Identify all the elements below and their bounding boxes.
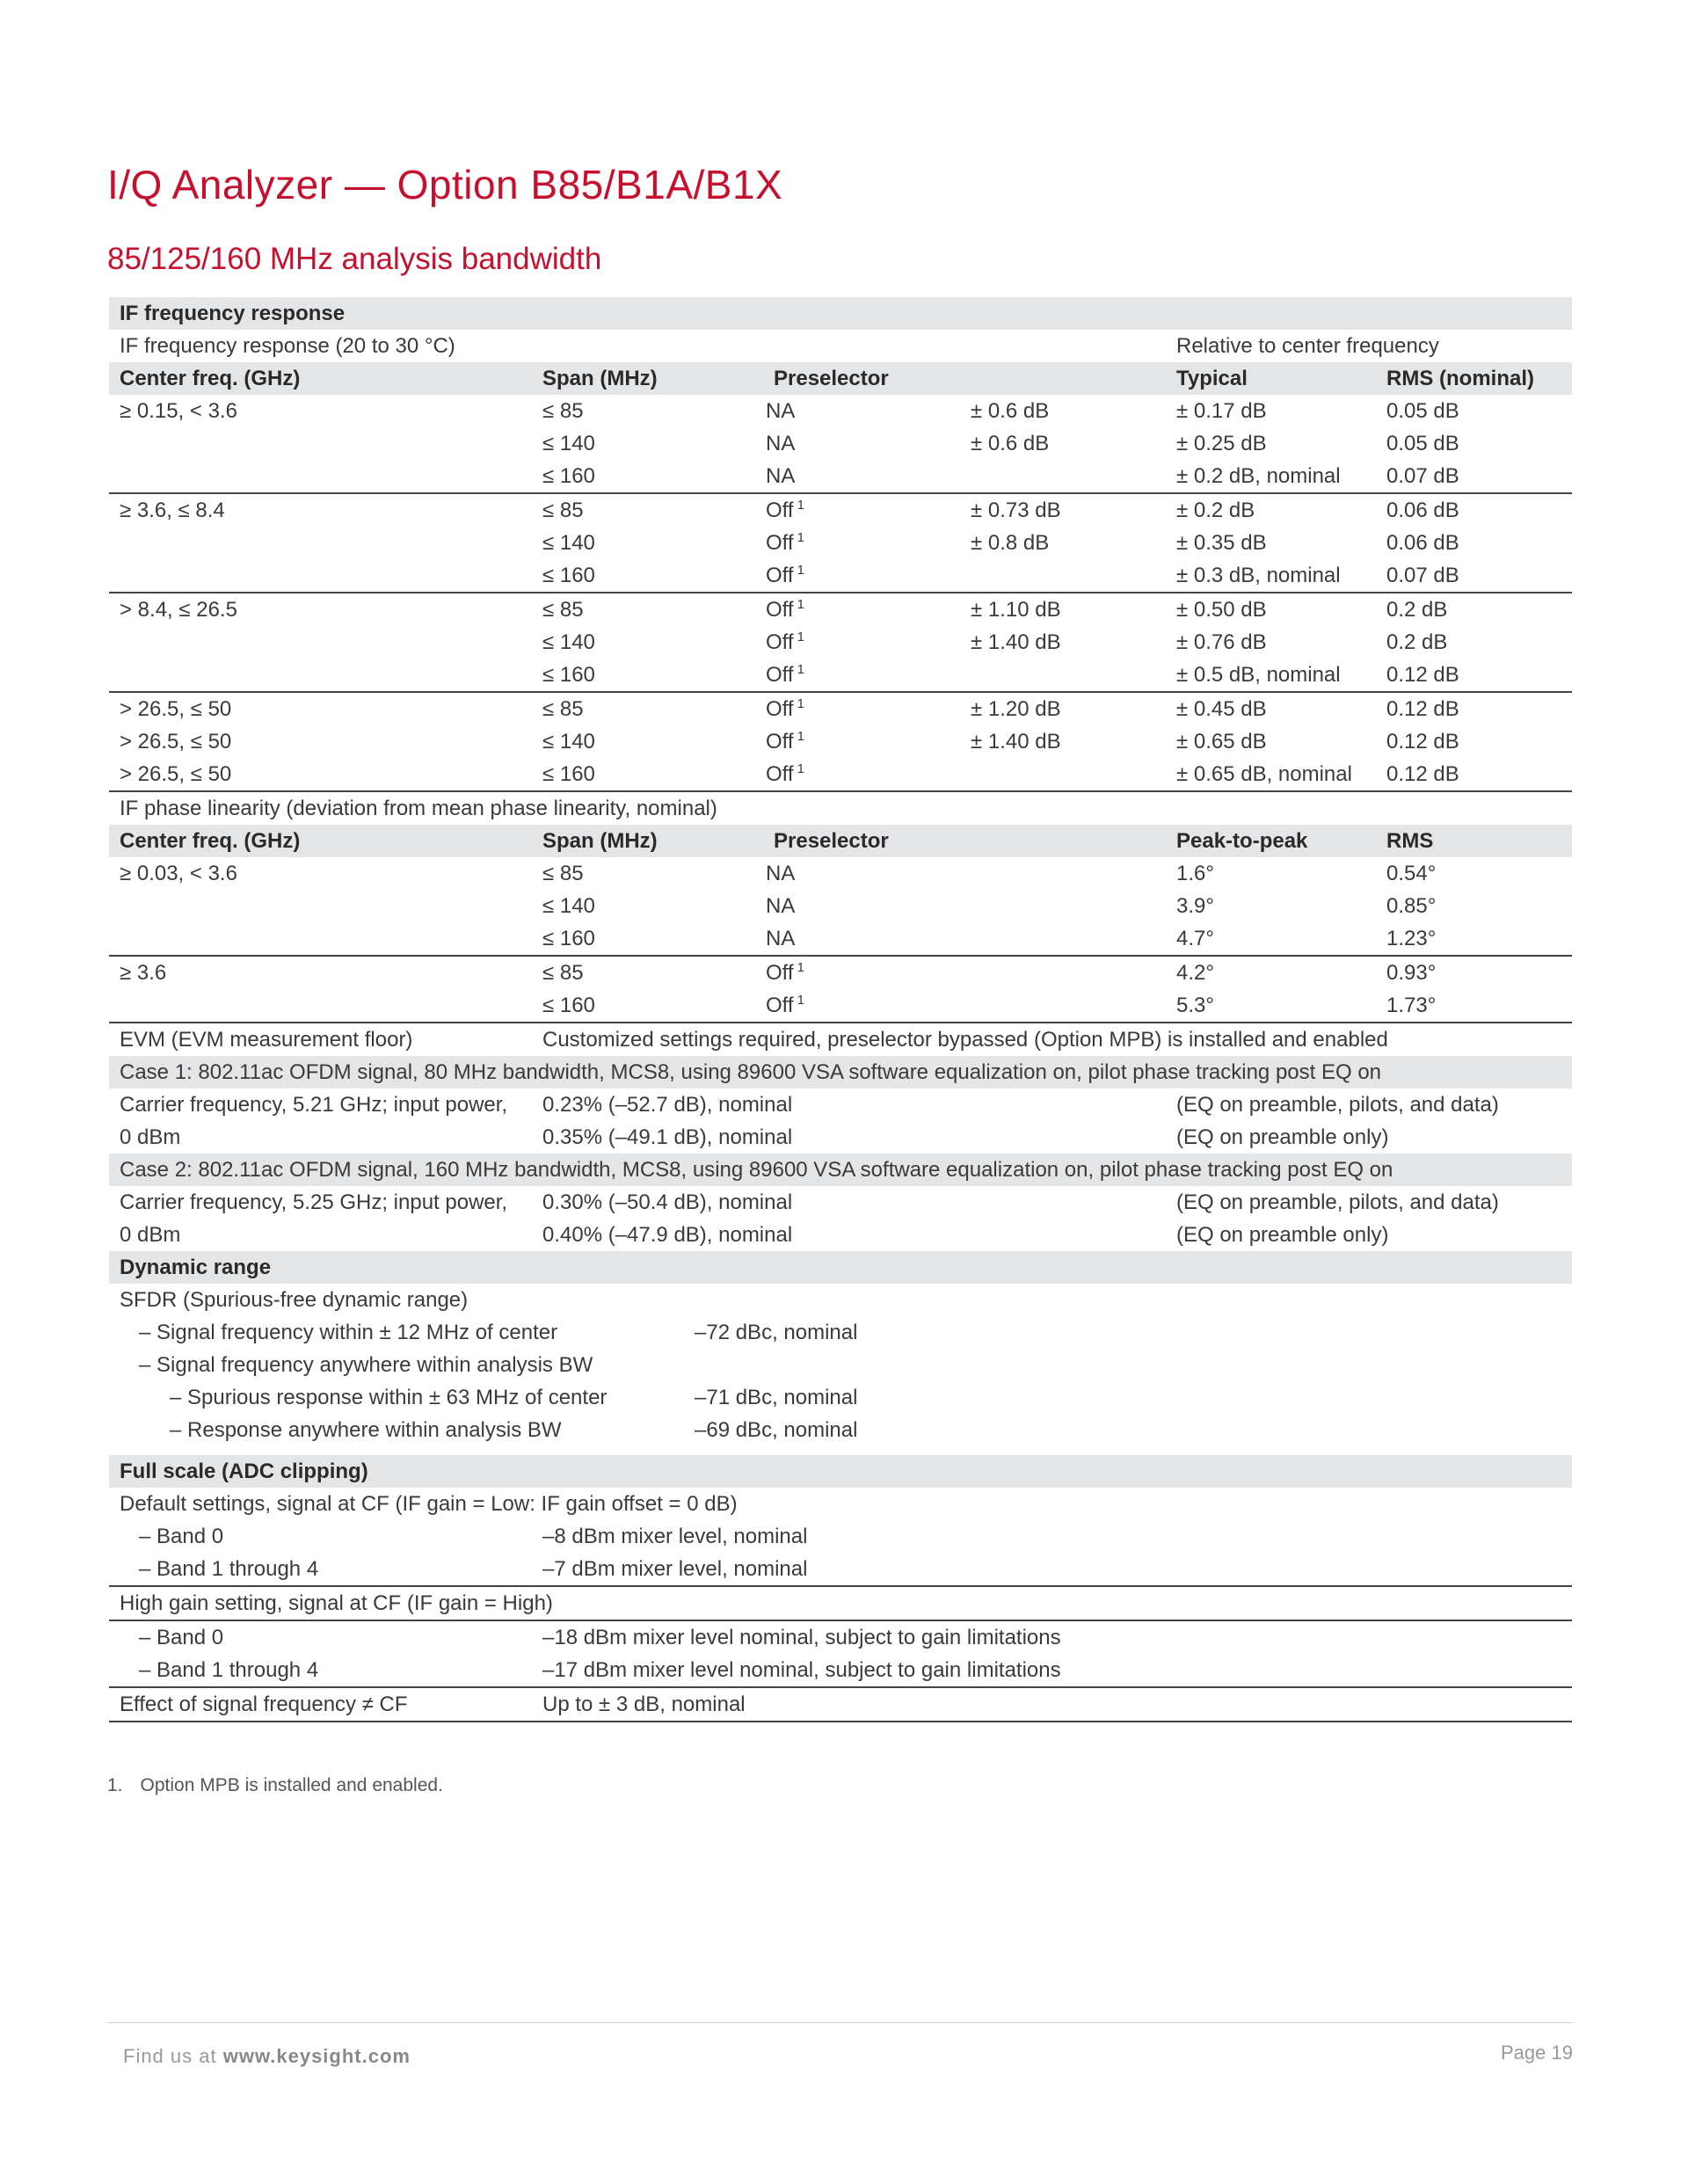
fullscale-high-row xyxy=(109,1587,1572,1621)
evm-case2-label: Carrier frequency, 5.25 GHz; input power, xyxy=(120,1190,508,1214)
footnote-marker: 1 xyxy=(797,729,804,744)
table-row xyxy=(109,460,1572,494)
cell-rms: 0.54° xyxy=(1386,862,1437,885)
cell-rms: 1.23° xyxy=(1386,927,1437,950)
table-row xyxy=(109,922,1572,957)
cell-preselector: Off $^1$ xyxy=(766,630,804,654)
table-row xyxy=(109,725,1572,758)
page-title: I/Q Analyzer — Option B85/B1A/B1X xyxy=(107,162,783,207)
list-item xyxy=(109,1349,1572,1381)
col-header-peak-to-peak: Peak-to-peak xyxy=(1176,829,1308,853)
cell-typical: ± 0.45 dB xyxy=(1176,697,1267,721)
cell-preselector: NA xyxy=(766,399,796,423)
section-heading-full-scale xyxy=(109,1455,1572,1488)
footnote-marker: 1 xyxy=(797,563,804,578)
evm-case2-note: (EQ on preamble, pilots, and data) xyxy=(1176,1190,1499,1214)
evm-case2-label: 0 dBm xyxy=(120,1223,181,1247)
cell-peak-to-peak: 1.6° xyxy=(1176,862,1214,885)
footnote-marker: 1 xyxy=(797,597,804,612)
table-row xyxy=(109,626,1572,659)
cell-rms: 0.06 dB xyxy=(1386,499,1459,522)
section-heading-dynamic-range xyxy=(109,1251,1572,1284)
cell-center-freq: > 26.5, ≤ 50 xyxy=(120,762,232,786)
cell-rms: 0.12 dB xyxy=(1386,697,1459,721)
cell-rms: 0.05 dB xyxy=(1386,432,1459,455)
fullscale-effect-row xyxy=(109,1688,1572,1722)
list-item xyxy=(109,1553,1572,1587)
evm-case1-title: Case 1: 802.11ac OFDM signal, 80 MHz bandwidth, MCS8, using 89600 VSA software equalization on, pilot phase tracking post EQ on xyxy=(120,1060,1382,1084)
cell-preselector: Off $^1$ xyxy=(766,696,804,721)
footnote xyxy=(107,1775,443,1796)
ifr-description-row xyxy=(109,330,1572,362)
cell-rms: 0.2 dB xyxy=(1386,630,1448,654)
col-header-span: Span (MHz) xyxy=(542,829,658,853)
cell-rms: 0.93° xyxy=(1386,961,1437,985)
sfdr-item: – Signal frequency within ± 12 MHz of center xyxy=(139,1321,558,1344)
col-header-preselector: Preselector xyxy=(774,829,889,853)
cell-rms: 0.07 dB xyxy=(1386,464,1459,488)
phase-description: IF phase linearity (deviation from mean phase linearity, nominal) xyxy=(120,797,717,820)
cell-span: ≤ 140 xyxy=(542,531,595,555)
evm-case2-row-b xyxy=(109,1219,1572,1251)
evm-case1-title-row xyxy=(109,1056,1572,1088)
evm-case2-value: 0.30% (–50.4 dB), nominal xyxy=(542,1190,793,1214)
footer-find-us xyxy=(123,2045,411,2068)
cell-span: ≤ 85 xyxy=(542,399,584,423)
cell-rms: 0.2 dB xyxy=(1386,598,1448,622)
ifr-relative-label: Relative to center frequency xyxy=(1176,334,1439,358)
cell-rms: 0.12 dB xyxy=(1386,762,1459,786)
table-row xyxy=(109,494,1572,527)
cell-typical: ± 0.2 dB, nominal xyxy=(1176,464,1341,488)
cell-spec: ± 0.6 dB xyxy=(971,432,1050,455)
cell-span: ≤ 160 xyxy=(542,994,595,1017)
cell-center-freq: > 26.5, ≤ 50 xyxy=(120,697,232,721)
footnote-marker: 1 xyxy=(797,530,804,545)
col-header-center-freq: Center freq. (GHz) xyxy=(120,367,301,390)
effect-label: Effect of signal frequency ≠ CF xyxy=(120,1693,408,1716)
page-number: Page 19 xyxy=(1501,2042,1573,2064)
cell-center-freq: ≥ 3.6, ≤ 8.4 xyxy=(120,499,225,522)
phase-description-row xyxy=(109,792,1572,825)
cell-span: ≤ 140 xyxy=(542,432,595,455)
table-row xyxy=(109,593,1572,626)
cell-peak-to-peak: 5.3° xyxy=(1176,994,1214,1017)
sfdr-label: SFDR (Spurious-free dynamic range) xyxy=(120,1288,469,1312)
cell-peak-to-peak: 4.2° xyxy=(1176,961,1214,985)
cell-spec: ± 1.20 dB xyxy=(971,697,1061,721)
cell-span: ≤ 160 xyxy=(542,762,595,786)
col-header-preselector: Preselector xyxy=(774,367,889,390)
col-header-rms: RMS (nominal) xyxy=(1386,367,1534,390)
section-heading-if-frequency-response xyxy=(109,297,1572,330)
section-heading-label: Dynamic range xyxy=(120,1256,272,1279)
cell-preselector: NA xyxy=(766,927,796,950)
cell-span: ≤ 85 xyxy=(542,862,584,885)
cell-preselector: Off $^1$ xyxy=(766,761,804,786)
cell-preselector: Off $^1$ xyxy=(766,960,804,985)
table-row xyxy=(109,659,1572,693)
cell-typical: ± 0.3 dB, nominal xyxy=(1176,564,1341,587)
cell-span: ≤ 160 xyxy=(542,464,595,488)
footnote-marker: 1 xyxy=(797,662,804,677)
cell-typical: ± 0.5 dB, nominal xyxy=(1176,663,1341,687)
table-row xyxy=(109,693,1572,725)
table-row xyxy=(109,559,1572,593)
footer-divider xyxy=(107,2022,1572,2023)
col-header-rms: RMS xyxy=(1386,829,1434,853)
table-row xyxy=(109,395,1572,427)
list-item xyxy=(109,1654,1572,1688)
cell-preselector: Off $^1$ xyxy=(766,597,804,622)
band-label: – Band 1 through 4 xyxy=(139,1557,319,1581)
cell-preselector: NA xyxy=(766,894,796,918)
cell-preselector: NA xyxy=(766,464,796,488)
band-label: – Band 1 through 4 xyxy=(139,1658,319,1682)
cell-rms: 0.12 dB xyxy=(1386,730,1459,753)
cell-preselector: Off $^1$ xyxy=(766,993,804,1017)
cell-spec: ± 1.10 dB xyxy=(971,598,1061,622)
list-item xyxy=(109,1621,1572,1654)
band-label: – Band 0 xyxy=(139,1525,224,1548)
evm-case1-note: (EQ on preamble only) xyxy=(1176,1125,1389,1149)
footnote-text: Option MPB is installed and enabled. xyxy=(140,1775,443,1795)
cell-preselector: Off $^1$ xyxy=(766,498,804,522)
table-row xyxy=(109,427,1572,460)
evm-case1-label: Carrier frequency, 5.21 GHz; input power, xyxy=(120,1093,508,1117)
cell-preselector: Off $^1$ xyxy=(766,662,804,687)
cell-span: ≤ 160 xyxy=(542,564,595,587)
footnote-marker: 1 xyxy=(797,630,804,644)
sfdr-value: –69 dBc, nominal xyxy=(695,1418,858,1442)
cell-span: ≤ 85 xyxy=(542,598,584,622)
sfdr-value: –72 dBc, nominal xyxy=(695,1321,858,1344)
section-heading-label: IF frequency response xyxy=(120,302,346,325)
evm-case1-row-b xyxy=(109,1121,1572,1154)
evm-label: EVM (EVM measurement floor) xyxy=(120,1028,413,1052)
cell-rms: 0.06 dB xyxy=(1386,531,1459,555)
cell-preselector: Off $^1$ xyxy=(766,563,804,587)
cell-center-freq: > 26.5, ≤ 50 xyxy=(120,730,232,753)
col-header-typical: Typical xyxy=(1176,367,1248,390)
evm-case1-note: (EQ on preamble, pilots, and data) xyxy=(1176,1093,1499,1117)
cell-rms: 0.05 dB xyxy=(1386,399,1459,423)
ifr-description: IF frequency response (20 to 30 °C) xyxy=(120,334,455,358)
cell-typical: ± 0.17 dB xyxy=(1176,399,1267,423)
evm-case1-value: 0.35% (–49.1 dB), nominal xyxy=(542,1125,793,1149)
footnote-marker: 1 xyxy=(797,993,804,1008)
section-subtitle: 85/125/160 MHz analysis bandwidth xyxy=(107,242,602,276)
evm-row xyxy=(109,1023,1572,1056)
sfdr-value: –71 dBc, nominal xyxy=(695,1386,858,1409)
table-row xyxy=(109,857,1572,890)
cell-span: ≤ 140 xyxy=(542,630,595,654)
fullscale-high-label: High gain setting, signal at CF (IF gain = High) xyxy=(120,1591,553,1615)
cell-spec: ± 1.40 dB xyxy=(971,730,1061,753)
phase-header-row xyxy=(109,825,1572,857)
table-row xyxy=(109,758,1572,792)
band-value: –8 dBm mixer level, nominal xyxy=(542,1525,808,1548)
cell-center-freq: ≥ 0.03, < 3.6 xyxy=(120,862,237,885)
evm-case2-value: 0.40% (–47.9 dB), nominal xyxy=(542,1223,793,1247)
spec-table xyxy=(109,297,1572,1722)
cell-typical: ± 0.76 dB xyxy=(1176,630,1267,654)
effect-value: Up to ± 3 dB, nominal xyxy=(542,1693,746,1716)
sfdr-subitem: – Spurious response within ± 63 MHz of center xyxy=(170,1386,608,1409)
cell-center-freq: > 8.4, ≤ 26.5 xyxy=(120,598,237,622)
cell-span: ≤ 140 xyxy=(542,894,595,918)
cell-preselector: Off $^1$ xyxy=(766,530,804,555)
cell-typical: ± 0.2 dB xyxy=(1176,499,1255,522)
cell-typical: ± 0.25 dB xyxy=(1176,432,1267,455)
sfdr-subitem: – Response anywhere within analysis BW xyxy=(170,1418,562,1442)
footnote-marker: 1 xyxy=(797,498,804,513)
band-value: –17 dBm mixer level nominal, subject to gain limitations xyxy=(542,1658,1061,1682)
sfdr-item: – Signal frequency anywhere within analysis BW xyxy=(139,1353,593,1377)
footnote-number: 1. xyxy=(107,1775,123,1795)
evm-case1-value: 0.23% (–52.7 dB), nominal xyxy=(542,1093,793,1117)
cell-typical: ± 0.65 dB, nominal xyxy=(1176,762,1352,786)
evm-case2-row-a xyxy=(109,1186,1572,1219)
cell-span: ≤ 85 xyxy=(542,697,584,721)
ifr-header-row xyxy=(109,362,1572,395)
table-row xyxy=(109,527,1572,559)
cell-spec: ± 0.73 dB xyxy=(971,499,1061,522)
cell-span: ≤ 160 xyxy=(542,927,595,950)
list-item xyxy=(109,1414,1572,1446)
cell-rms: 0.07 dB xyxy=(1386,564,1459,587)
footnote-marker: 1 xyxy=(797,696,804,711)
list-item xyxy=(109,1381,1572,1414)
cell-span: ≤ 85 xyxy=(542,961,584,985)
cell-spec: ± 0.6 dB xyxy=(971,399,1050,423)
cell-peak-to-peak: 4.7° xyxy=(1176,927,1214,950)
footer-url-link[interactable]: www.keysight.com xyxy=(222,2045,411,2067)
sfdr-row xyxy=(109,1284,1572,1316)
footnote-marker: 1 xyxy=(797,960,804,975)
cell-typical: ± 0.50 dB xyxy=(1176,598,1267,622)
col-header-center-freq: Center freq. (GHz) xyxy=(120,829,301,853)
col-header-span: Span (MHz) xyxy=(542,367,658,390)
cell-rms: 0.85° xyxy=(1386,894,1437,918)
evm-case2-title-row xyxy=(109,1154,1572,1186)
cell-span: ≤ 160 xyxy=(542,663,595,687)
table-row xyxy=(109,957,1572,989)
cell-preselector: NA xyxy=(766,432,796,455)
cell-rms: 1.73° xyxy=(1386,994,1437,1017)
cell-preselector: Off $^1$ xyxy=(766,729,804,753)
evm-case2-title: Case 2: 802.11ac OFDM signal, 160 MHz bandwidth, MCS8, using 89600 VSA software equalization on, pilot phase tracking post EQ on xyxy=(120,1158,1393,1182)
cell-peak-to-peak: 3.9° xyxy=(1176,894,1214,918)
cell-center-freq: ≥ 0.15, < 3.6 xyxy=(120,399,237,423)
list-item xyxy=(109,1316,1572,1349)
band-value: –18 dBm mixer level nominal, subject to gain limitations xyxy=(542,1626,1061,1649)
cell-span: ≤ 140 xyxy=(542,730,595,753)
footer-find-text: Find us at xyxy=(123,2045,217,2067)
section-heading-label: Full scale (ADC clipping) xyxy=(120,1460,368,1483)
cell-center-freq: ≥ 3.6 xyxy=(120,961,167,985)
cell-span: ≤ 85 xyxy=(542,499,584,522)
fullscale-default-row xyxy=(109,1488,1572,1520)
table-row xyxy=(109,989,1572,1023)
cell-preselector: NA xyxy=(766,862,796,885)
fullscale-default-label: Default settings, signal at CF (IF gain = Low: IF gain offset = 0 dB) xyxy=(120,1492,738,1516)
table-row xyxy=(109,890,1572,922)
evm-case1-label: 0 dBm xyxy=(120,1125,181,1149)
evm-case1-row-a xyxy=(109,1088,1572,1121)
evm-note: Customized settings required, preselector bypassed (Option MPB) is installed and enabled xyxy=(542,1028,1388,1052)
cell-spec: ± 1.40 dB xyxy=(971,630,1061,654)
evm-case2-note: (EQ on preamble only) xyxy=(1176,1223,1389,1247)
cell-typical: ± 0.35 dB xyxy=(1176,531,1267,555)
band-value: –7 dBm mixer level, nominal xyxy=(542,1557,808,1581)
footnote-marker: 1 xyxy=(797,761,804,776)
cell-rms: 0.12 dB xyxy=(1386,663,1459,687)
list-item xyxy=(109,1520,1572,1553)
cell-typical: ± 0.65 dB xyxy=(1176,730,1267,753)
band-label: – Band 0 xyxy=(139,1626,224,1649)
cell-spec: ± 0.8 dB xyxy=(971,531,1050,555)
